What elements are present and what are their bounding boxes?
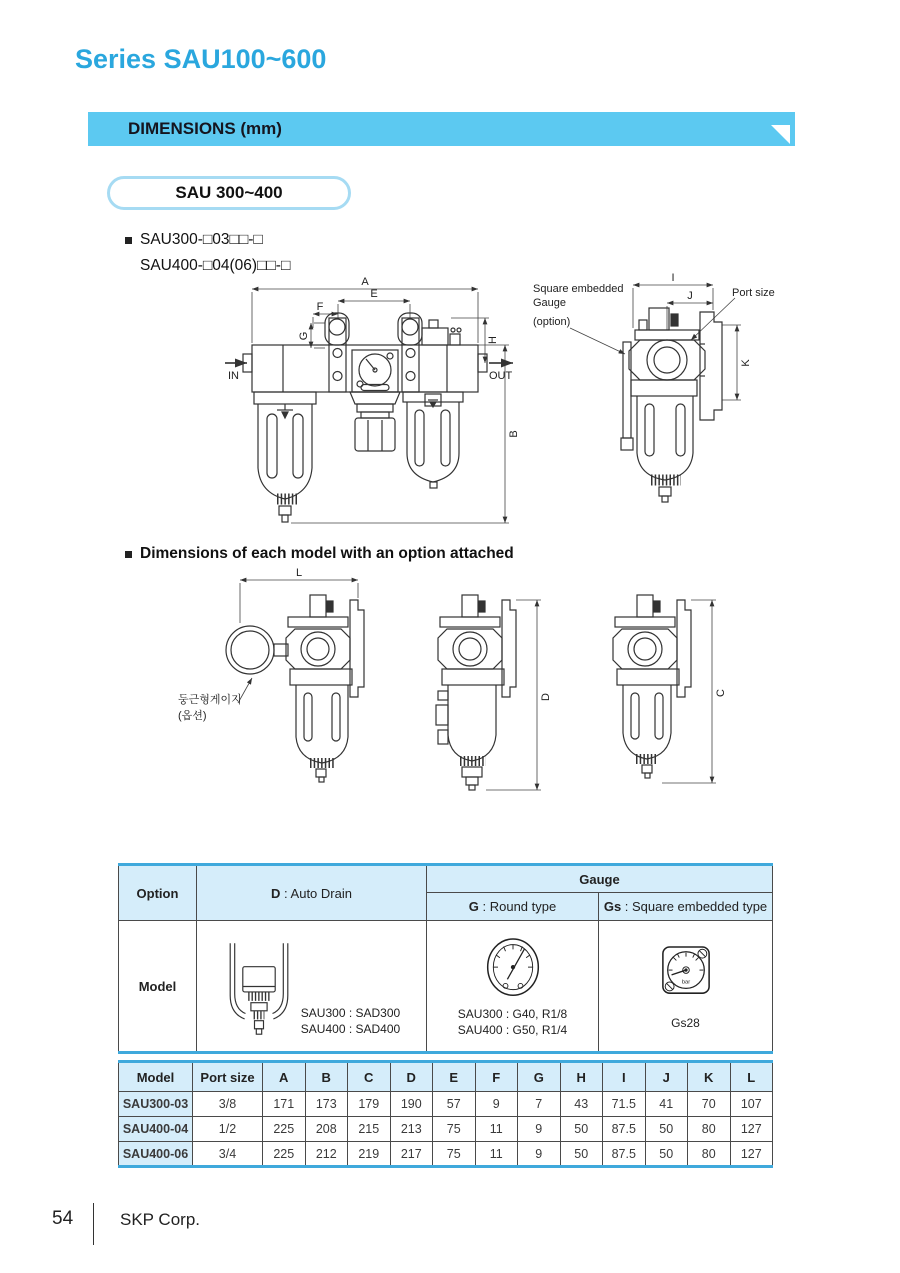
model-code-line1 xyxy=(125,227,290,253)
cell: 179 xyxy=(348,1092,391,1117)
col-i: I xyxy=(603,1062,646,1092)
footer-divider xyxy=(93,1203,94,1245)
round-type-rest: : Round type xyxy=(478,899,557,914)
col-k: K xyxy=(688,1062,731,1092)
square-gauge-cell xyxy=(599,921,773,1053)
auto-drain-model-1: SAU300 : SAD300 xyxy=(300,1006,401,1020)
front-view-dimension-lines xyxy=(252,289,509,523)
side-view-dimension-lines xyxy=(570,285,741,400)
dim-e-label: E xyxy=(370,288,378,300)
model-code-text1: SAU300-□03□□-□ xyxy=(140,231,263,248)
dim-b-label: B xyxy=(508,430,520,438)
cell: 215 xyxy=(348,1117,391,1142)
col-model: Model xyxy=(119,1062,193,1092)
square-type-key: Gs xyxy=(603,899,622,914)
section-header-title: DIMENSIONS (mm) xyxy=(128,119,282,138)
col-j: J xyxy=(645,1062,688,1092)
section2-heading xyxy=(125,545,514,563)
cell: 70 xyxy=(688,1092,731,1117)
cell: 11 xyxy=(475,1117,518,1142)
auto-drain-header xyxy=(197,865,427,921)
dim-f-label: F xyxy=(316,301,324,313)
cell: 173 xyxy=(305,1092,348,1117)
model-group-label: SAU 300~400 xyxy=(175,183,283,202)
cell: 219 xyxy=(348,1142,391,1167)
square-gauge-icon xyxy=(660,943,712,1001)
cell: 217 xyxy=(390,1142,433,1167)
page-number: 54 xyxy=(52,1208,74,1229)
model-code-text2: SAU400-□04(06)□□-□ xyxy=(140,257,291,274)
col-e: E xyxy=(433,1062,476,1092)
dim-l-label: L xyxy=(295,567,303,579)
col-g: G xyxy=(518,1062,561,1092)
col-port-size: Port size xyxy=(193,1062,263,1092)
square-gauge-note-1: Square embedded xyxy=(533,283,624,295)
cell: 127 xyxy=(730,1117,773,1142)
unit3-standard-view xyxy=(613,595,691,778)
dimension-drawing-main xyxy=(225,268,800,530)
dimension-drawing-options xyxy=(150,565,750,810)
cell: 50 xyxy=(560,1142,603,1167)
cell: 71.5 xyxy=(603,1092,646,1117)
gs-model: Gs28 xyxy=(671,1016,700,1030)
round-gauge-model-2: SAU400 : G50, R1/4 xyxy=(457,1023,568,1037)
cell: 50 xyxy=(645,1117,688,1142)
dimensions-table-header-row xyxy=(119,1062,773,1092)
round-gauge-cell xyxy=(427,921,599,1053)
cell: 80 xyxy=(688,1142,731,1167)
in-label: IN xyxy=(228,370,239,382)
dim-c-label: C xyxy=(715,689,727,697)
cell: 3/8 xyxy=(193,1092,263,1117)
auto-drain-models xyxy=(301,1005,400,1045)
square-type-rest: : Square embedded type xyxy=(621,899,768,914)
round-type-header xyxy=(427,893,599,921)
cell: 213 xyxy=(390,1117,433,1142)
front-view-unit xyxy=(243,313,487,522)
cell: 7 xyxy=(518,1092,561,1117)
corner-fold-icon xyxy=(771,125,790,144)
cell: 107 xyxy=(730,1092,773,1117)
cell: 11 xyxy=(475,1142,518,1167)
row-model: SAU400-06 xyxy=(119,1142,193,1167)
dim-j-label: J xyxy=(687,290,693,302)
out-label: OUT xyxy=(489,370,513,382)
col-d: D xyxy=(390,1062,433,1092)
section2-heading-text: Dimensions of each model with an option attached xyxy=(140,545,514,562)
auto-drain-model-2: SAU400 : SAD400 xyxy=(300,1022,401,1036)
cell: 9 xyxy=(475,1092,518,1117)
unit2-auto-drain-view xyxy=(436,595,516,790)
square-bullet-icon xyxy=(125,551,132,558)
cell: 171 xyxy=(263,1092,306,1117)
col-f: F xyxy=(475,1062,518,1092)
page-title: Series SAU100~600 xyxy=(75,44,327,74)
cell: 50 xyxy=(645,1142,688,1167)
cell: 43 xyxy=(560,1092,603,1117)
auto-drain-rest: : Auto Drain xyxy=(280,885,352,901)
round-gauge-icon xyxy=(226,626,274,674)
cell: 87.5 xyxy=(603,1117,646,1142)
dim-g-label: G xyxy=(298,331,310,341)
section-header-bar xyxy=(88,112,795,146)
unit2-dimensions xyxy=(486,600,541,790)
cell: 57 xyxy=(433,1092,476,1117)
table-row xyxy=(119,1117,773,1142)
cell: 190 xyxy=(390,1092,433,1117)
cell: 75 xyxy=(433,1142,476,1167)
side-view-unit xyxy=(621,308,722,502)
cell: 1/2 xyxy=(193,1117,263,1142)
col-a: A xyxy=(263,1062,306,1092)
square-type-header xyxy=(599,893,773,921)
cell: 80 xyxy=(688,1117,731,1142)
gs-dial-unit: bar xyxy=(681,979,690,986)
dim-k-label: K xyxy=(740,359,752,367)
cell: 87.5 xyxy=(603,1142,646,1167)
cell: 75 xyxy=(433,1117,476,1142)
model-group-pill xyxy=(107,176,351,210)
model-row-header: Model xyxy=(119,921,197,1053)
col-c: C xyxy=(348,1062,391,1092)
cell: 41 xyxy=(645,1092,688,1117)
row-model: SAU300-03 xyxy=(119,1092,193,1117)
round-type-key: G xyxy=(468,899,479,914)
cell: 208 xyxy=(305,1117,348,1142)
col-h: H xyxy=(560,1062,603,1092)
round-gauge-models xyxy=(458,1006,567,1038)
front-gauge-icon xyxy=(352,350,398,392)
gauge-header: Gauge xyxy=(427,865,773,893)
round-gauge-note-2: (옵션) xyxy=(178,710,207,722)
company-name: SKP Corp. xyxy=(120,1210,201,1229)
dim-a-label: A xyxy=(361,276,369,288)
dim-d-label: D xyxy=(540,693,552,701)
cell: 225 xyxy=(263,1117,306,1142)
dim-i-label: I xyxy=(671,272,675,284)
round-gauge-icon xyxy=(483,936,543,1002)
flow-arrows xyxy=(225,363,513,382)
square-gauge-note-3: (option) xyxy=(533,316,571,328)
square-gauge-note-2: Gauge xyxy=(533,297,567,309)
auto-drain-cell xyxy=(197,921,427,1053)
dimensions-table xyxy=(118,1060,773,1168)
cell: 127 xyxy=(730,1142,773,1167)
cell: 3/4 xyxy=(193,1142,263,1167)
cell: 225 xyxy=(263,1142,306,1167)
row-model: SAU400-04 xyxy=(119,1117,193,1142)
col-b: B xyxy=(305,1062,348,1092)
cell: 212 xyxy=(305,1142,348,1167)
col-l: L xyxy=(730,1062,773,1092)
dim-h-label: H xyxy=(487,336,499,344)
round-gauge-note-1: 둥근형게이지 xyxy=(178,694,242,706)
cell: 9 xyxy=(518,1142,561,1167)
table-row xyxy=(119,1092,773,1117)
round-gauge-model-1: SAU300 : G40, R1/8 xyxy=(457,1007,568,1021)
table-row xyxy=(119,1142,773,1167)
auto-drain-icon xyxy=(223,937,295,1045)
auto-drain-key: D xyxy=(271,885,281,901)
cell: 9 xyxy=(518,1117,561,1142)
option-table xyxy=(118,863,773,1054)
unit1-round-gauge-view xyxy=(226,595,364,782)
option-header: Option xyxy=(119,865,197,921)
side-view-dimension-labels xyxy=(533,272,775,367)
square-bullet-icon xyxy=(125,237,132,244)
port-size-label: Port size xyxy=(732,287,775,299)
cell: 50 xyxy=(560,1117,603,1142)
